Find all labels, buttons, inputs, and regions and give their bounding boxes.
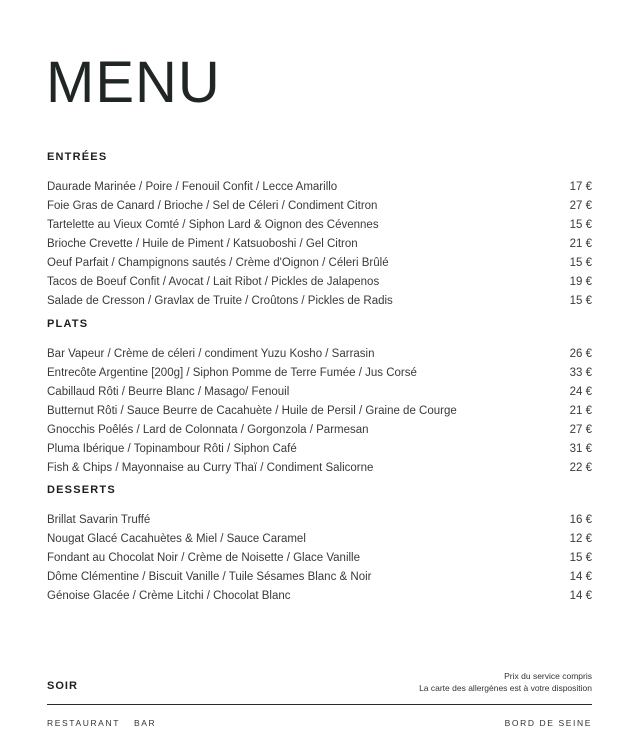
section-title: ENTRÉES: [47, 151, 108, 163]
item-price: 27 €: [569, 424, 592, 436]
menu-item: [47, 511, 592, 530]
item-name: Tartelette au Vieux Comté / Siphon Lard & Oignon des Cévennes: [47, 219, 379, 231]
item-name: Gnocchis Poêlés / Lard de Colonnata / Gorgonzola / Parmesan: [47, 424, 369, 436]
item-price: 33 €: [569, 367, 592, 379]
menu-item: [47, 273, 592, 292]
item-name: Salade de Cresson / Gravlax de Truite / Croûtons / Pickles de Radis: [47, 295, 393, 307]
item-price: 14 €: [569, 571, 592, 583]
item-price: 19 €: [569, 276, 592, 288]
item-price: 15 €: [569, 257, 592, 269]
bar-label: BAR: [134, 718, 157, 728]
section-title: PLATS: [47, 318, 89, 330]
item-name: Oeuf Parfait / Champignons sautés / Crème d'Oignon / Céleri Brûlé: [47, 257, 389, 269]
item-name: Bar Vapeur / Crème de céleri / condiment Yuzu Kosho / Sarrasin: [47, 348, 375, 360]
menu-item: [47, 549, 592, 568]
menu-item: [47, 568, 592, 587]
item-name: Génoise Glacée / Crème Litchi / Chocolat Blanc: [47, 590, 291, 602]
item-name: Butternut Rôti / Sauce Beurre de Cacahuète / Huile de Persil / Graine de Courge: [47, 405, 457, 417]
item-price: 27 €: [569, 200, 592, 212]
item-name: Daurade Marinée / Poire / Fenouil Confit / Lecce Amarillo: [47, 181, 338, 193]
menu-item: [47, 587, 592, 606]
bottom-bar: [47, 718, 592, 728]
item-price: 15 €: [569, 295, 592, 307]
item-name: Brioche Crevette / Huile de Piment / Katsuoboshi / Gel Citron: [47, 238, 358, 250]
item-name: Fish & Chips / Mayonnaise au Curry Thaï / Condiment Salicorne: [47, 462, 374, 474]
section-desserts: [47, 483, 592, 606]
menu-item: [47, 197, 592, 216]
section-plats: [47, 317, 592, 478]
item-price: 24 €: [569, 386, 592, 398]
service-note: Prix du service compris: [504, 671, 592, 681]
item-name: Cabillaud Rôti / Beurre Blanc / Masago/ Fenouil: [47, 386, 290, 398]
footer-note: [419, 670, 592, 694]
footer-divider: [47, 704, 592, 705]
item-price: 21 €: [569, 405, 592, 417]
restaurant-label: RESTAURANT: [47, 718, 120, 728]
item-name: Foie Gras de Canard / Brioche / Sel de Céleri / Condiment Citron: [47, 200, 378, 212]
section-entrees: [47, 150, 592, 311]
menu-item: [47, 459, 592, 478]
menu-item: [47, 216, 592, 235]
item-price: 26 €: [569, 348, 592, 360]
menu-item: [47, 235, 592, 254]
item-name: Tacos de Boeuf Confit / Avocat / Lait Ribot / Pickles de Jalapenos: [47, 276, 380, 288]
item-price: 17 €: [569, 181, 592, 193]
venue-type: [47, 718, 170, 728]
item-name: Pluma Ibérique / Topinambour Rôti / Siphon Café: [47, 443, 297, 455]
menu-item: [47, 530, 592, 549]
item-price: 15 €: [569, 552, 592, 564]
item-price: 12 €: [569, 533, 592, 545]
item-price: 22 €: [569, 462, 592, 474]
menu-item: [47, 345, 592, 364]
section-title: DESSERTS: [47, 484, 116, 496]
menu-item: [47, 421, 592, 440]
allergen-note: La carte des allergènes est à votre disposition: [419, 683, 592, 693]
menu-item: [47, 254, 592, 273]
item-price: 31 €: [569, 443, 592, 455]
item-name: Brillat Savarin Truffé: [47, 514, 151, 526]
page-title: MENU: [46, 50, 221, 115]
menu-item: [47, 402, 592, 421]
menu-item: [47, 292, 592, 311]
item-price: 16 €: [569, 514, 592, 526]
item-name: Entrecôte Argentine [200g] / Siphon Pomme de Terre Fumée / Jus Corsé: [47, 367, 417, 379]
menu-item: [47, 440, 592, 459]
menu-item: [47, 383, 592, 402]
menu-item: [47, 178, 592, 197]
location-label: BORD DE SEINE: [504, 718, 592, 728]
item-price: 21 €: [569, 238, 592, 250]
menu-item: [47, 364, 592, 383]
item-price: 15 €: [569, 219, 592, 231]
item-price: 14 €: [569, 590, 592, 602]
item-name: Dôme Clémentine / Biscuit Vanille / Tuile Sésames Blanc & Noir: [47, 571, 372, 583]
item-name: Fondant au Chocolat Noir / Crème de Noisette / Glace Vanille: [47, 552, 360, 564]
service-label: SOIR: [47, 680, 78, 692]
item-name: Nougat Glacé Cacahuètes & Miel / Sauce Caramel: [47, 533, 306, 545]
